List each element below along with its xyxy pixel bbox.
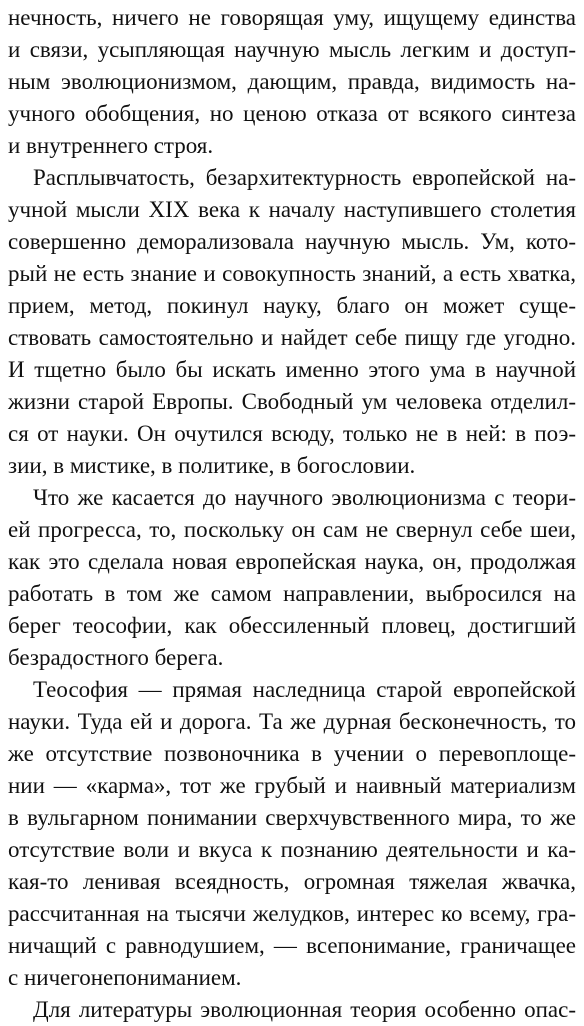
text-line: прием, метод, покинул науку, благо он может суще- [8, 293, 576, 318]
text-line: нии — «карма», тот же грубый и наивный материализм [8, 773, 576, 798]
text-line: И тщетно было бы искать именно этого ума в научной [8, 357, 576, 382]
text-line: безрадостного берега. [8, 645, 224, 670]
text-line: работать в том же самом направлении, выбросился на [8, 581, 576, 606]
paragraph-first-line: Теософия — прямая наследница старой европейской [33, 677, 576, 702]
text-line: учной мысли XIX века к началу наступившего столетия [8, 197, 576, 222]
text-line: ничащий с равнодушием, — всепонимание, граничащее [8, 933, 576, 958]
text-line: жизни старой Европы. Свободный ум человека отделил- [8, 389, 576, 414]
text-line: совершенно деморализовала научную мысль. Ум, кото- [8, 229, 576, 254]
text-line: и связи, усыпляющая научную мысль легким и доступ- [8, 37, 576, 62]
text-line: в вульгарном понимании сверхчувственного мира, то же [8, 805, 576, 830]
text-line: и внутреннего строя. [8, 133, 214, 158]
text-line: ся от науки. Он очутился всюду, только не в ней: в поэ- [8, 421, 576, 446]
text-line: науки. Туда ей и дорога. Та же дурная бесконечность, то [8, 709, 576, 734]
text-line: же отсутствие позвоночника в учении о перевоплоще- [8, 741, 576, 766]
text-line: рассчитанная на тысячи желудков, интерес ко всему, гра- [8, 901, 576, 926]
text-line: нечность, ничего не говорящая уму, ищущему единства [8, 5, 576, 30]
text-line: ствовать самостоятельно и найдет себе пищу где угодно. [8, 325, 576, 350]
text-line: отсутствие воли и вкуса к познанию деятельности и ка- [8, 837, 576, 862]
paragraph-first-line: Расплывчатость, безархитектурность европейской на- [33, 165, 576, 190]
text-line: как это сделала новая европейская наука, он, продолжая [8, 549, 576, 574]
text-line: с ничегонепониманием. [8, 965, 242, 990]
paragraph-first-line: Что же касается до научного эволюционизма с теори- [33, 485, 576, 510]
text-line: берег теософии, как обессиленный пловец, достигший [8, 613, 576, 638]
paragraph-first-line: Для литературы эволюционная теория особенно опас- [33, 997, 576, 1022]
text-line: ей прогресса, то, поскольку он сам не свернул себе шеи, [8, 517, 576, 542]
text-line: зии, в мистике, в политике, в богословии. [8, 453, 416, 478]
text-line: кая-то ленивая всеядность, огромная тяжелая жвачка, [8, 869, 576, 894]
text-line: учного обобщения, но ценою отказа от всякого синтеза [8, 101, 576, 126]
text-line: ным эволюционизмом, дающим, правда, видимость на- [8, 69, 576, 94]
text-line: рый не есть знание и совокупность знаний, а есть хватка, [8, 261, 576, 286]
